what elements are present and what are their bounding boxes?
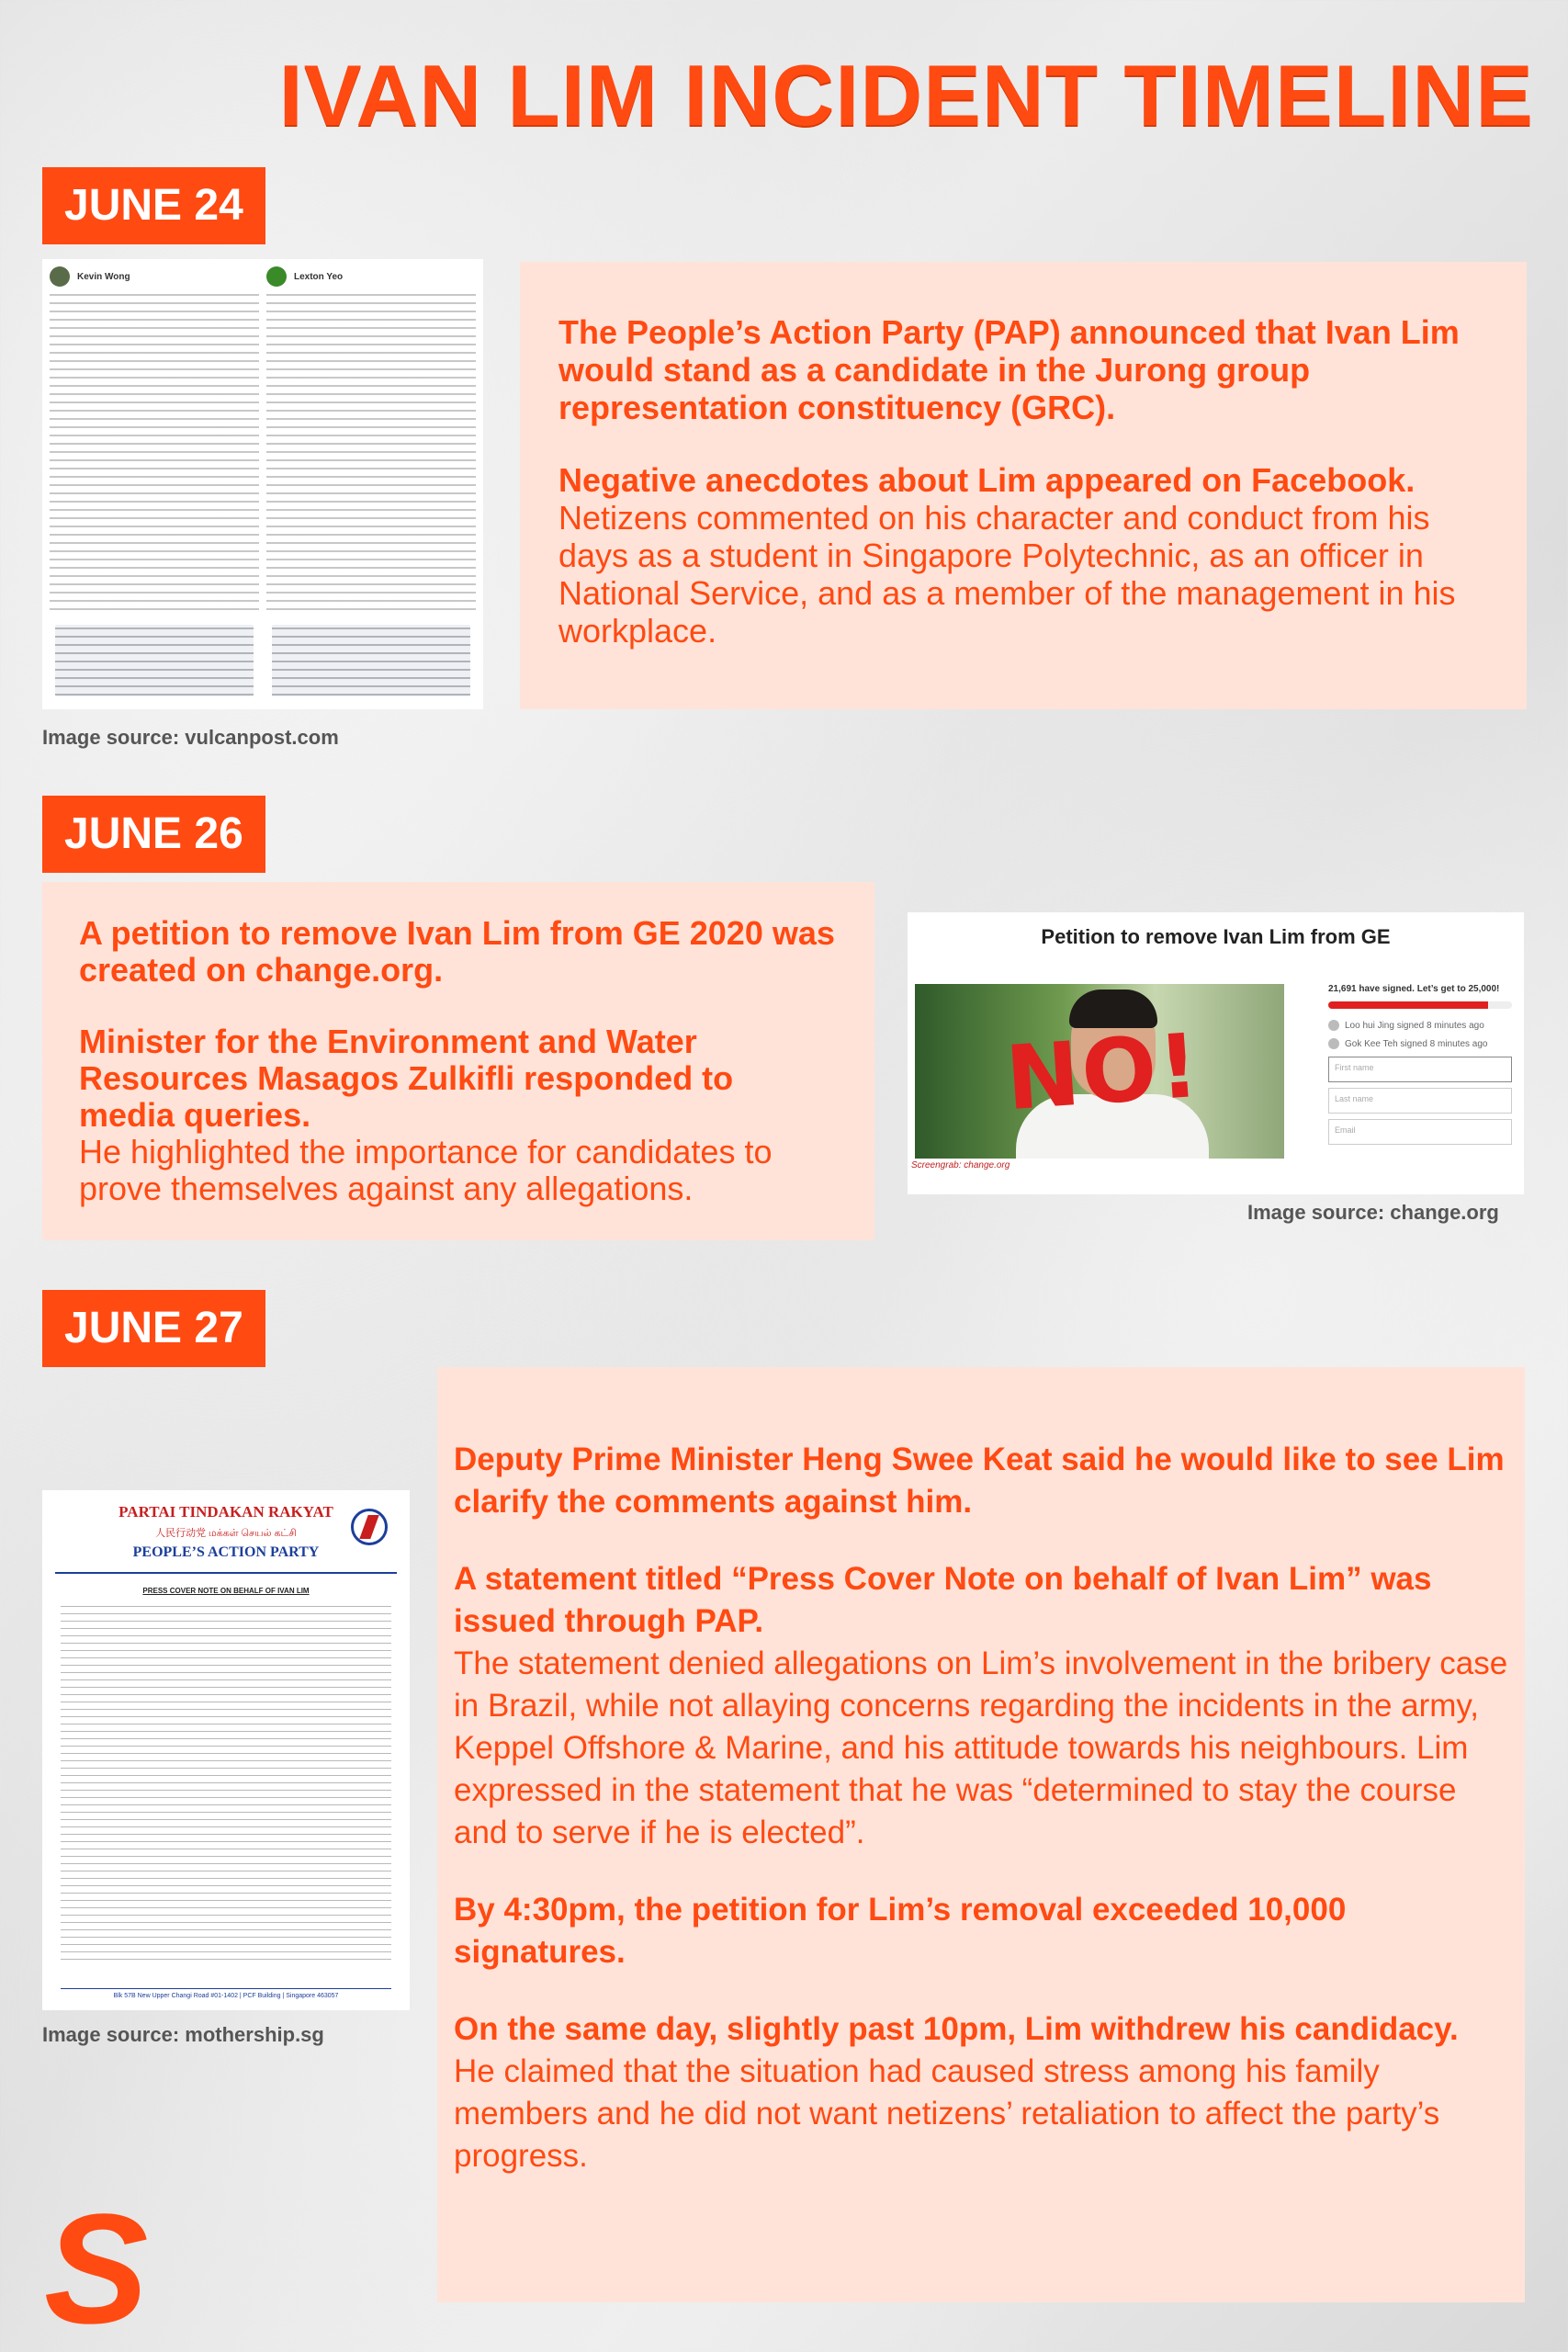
entry-body: He claimed that the situation had caused stress among his family members and he did not want netizens’ retaliation to affect the party’s progress. [454, 2053, 1440, 2174]
party-name-malay: PARTAI TINDAKAN RAKYAT [118, 1503, 333, 1521]
panel-june-24 [520, 262, 1527, 709]
petition-screenshot [908, 912, 1524, 1194]
first-name-field[interactable]: First name [1328, 1057, 1512, 1082]
timeline-entry [454, 2008, 1508, 2177]
timeline-entry [79, 915, 838, 989]
comment-reply [266, 619, 476, 702]
entry-body: Netizens commented on his character and conduct from his days as a student in Singapore Polytechnic, as an officer in National Service, and as a member of the management in his workplace. [558, 499, 1456, 650]
petition-sidebar [1328, 984, 1512, 1145]
entry-body: He highlighted the importance for candidates to prove themselves against any allegations. [79, 1133, 773, 1207]
timeline-entry [558, 313, 1488, 426]
signature-progress [1328, 1001, 1512, 1009]
entry-headline: On the same day, slightly past 10pm, Lim withdrew his candidacy. [454, 2011, 1459, 2047]
signature-progress-fill [1328, 1001, 1488, 1009]
entry-headline: Minister for the Environment and Water Resources Masagos Zulkifli responded to media queries. [79, 1023, 734, 1134]
date-tag-june-27: JUNE 27 [42, 1290, 265, 1367]
email-field[interactable]: Email [1328, 1119, 1512, 1145]
party-name-english: PEOPLE’S ACTION PARTY [132, 1544, 320, 1560]
timeline-entry [454, 1889, 1508, 1973]
image-source-june-26: Image source: change.org [1247, 1201, 1499, 1224]
recent-signer: Loo hui Jing signed 8 minutes ago [1328, 1020, 1512, 1031]
commenter-name: Kevin Wong [77, 271, 130, 282]
image-source-june-27: Image source: mothership.sg [42, 2023, 324, 2046]
entry-headline: A statement titled “Press Cover Note on behalf of Ivan Lim” was issued through PAP. [454, 1561, 1432, 1639]
pap-logo-icon [351, 1509, 388, 1545]
entry-headline: Deputy Prime Minister Heng Swee Keat said he would like to see Lim clarify the comments against him. [454, 1442, 1505, 1520]
recent-signer: Gok Kee Teh signed 8 minutes ago [1328, 1038, 1512, 1049]
panel-june-27 [437, 1367, 1525, 2302]
entry-headline: The People’s Action Party (PAP) announced that Ivan Lim would stand as a candidate in the Jurong group representation constituency (GRC). [558, 313, 1460, 426]
no-overlay: NO! [1002, 1013, 1204, 1131]
facebook-comments-screenshot [42, 259, 483, 709]
commenter-name: Lexton Yeo [294, 271, 344, 282]
petition-photo [915, 984, 1284, 1159]
screengrab-credit: Screengrab: change.org [911, 1160, 1010, 1170]
avatar [266, 266, 287, 287]
statement-title: PRESS COVER NOTE ON BEHALF OF IVAN LIM [142, 1587, 310, 1595]
page-title: IVAN LIM INCIDENT TIMELINE [278, 47, 1534, 143]
signature-count: 21,691 have signed. Let’s get to 25,000! [1328, 984, 1500, 994]
timeline-entry [454, 1439, 1508, 1523]
petition-title: Petition to remove Ivan Lim from GE [1041, 925, 1391, 948]
entry-headline: By 4:30pm, the petition for Lim’s removal exceeded 10,000 signatures. [454, 1892, 1347, 1970]
timeline-entry [558, 461, 1488, 650]
entry-headline: A petition to remove Ivan Lim from GE 2020 was created on change.org. [79, 914, 835, 989]
image-source-june-24: Image source: vulcanpost.com [42, 726, 339, 749]
comment-text [266, 294, 476, 612]
entry-body: The statement denied allegations on Lim’s involvement in the bribery case in Brazil, while not allaying concerns regarding the incidents in the army, Keppel Offshore & Marine, and his attitude towards his neighbours. Lim expressed in the statement that he was “determined to stay the course and to serve if he is elected”. [454, 1645, 1508, 1850]
timeline-entry [454, 1558, 1508, 1854]
entry-headline: Negative anecdotes about Lim appeared on Facebook. [558, 461, 1416, 499]
panel-june-26 [42, 882, 874, 1240]
avatar [50, 266, 70, 287]
comment-reply [50, 619, 259, 702]
brand-logo: S [44, 2182, 149, 2352]
pap-statement-screenshot [42, 1490, 410, 2010]
statement-body [61, 1606, 391, 1964]
last-name-field[interactable]: Last name [1328, 1088, 1512, 1114]
comment-text [50, 294, 259, 612]
statement-footer: Blk 57B New Upper Changi Road #01-1402 | PCF Building | Singapore 463057 [61, 1988, 391, 1999]
timeline-entry [79, 1023, 838, 1207]
date-tag-june-24: JUNE 24 [42, 167, 265, 244]
party-name-native: 人民行动党 மக்கள் செயல் கட்சி [155, 1528, 297, 1539]
date-tag-june-26: JUNE 26 [42, 796, 265, 873]
